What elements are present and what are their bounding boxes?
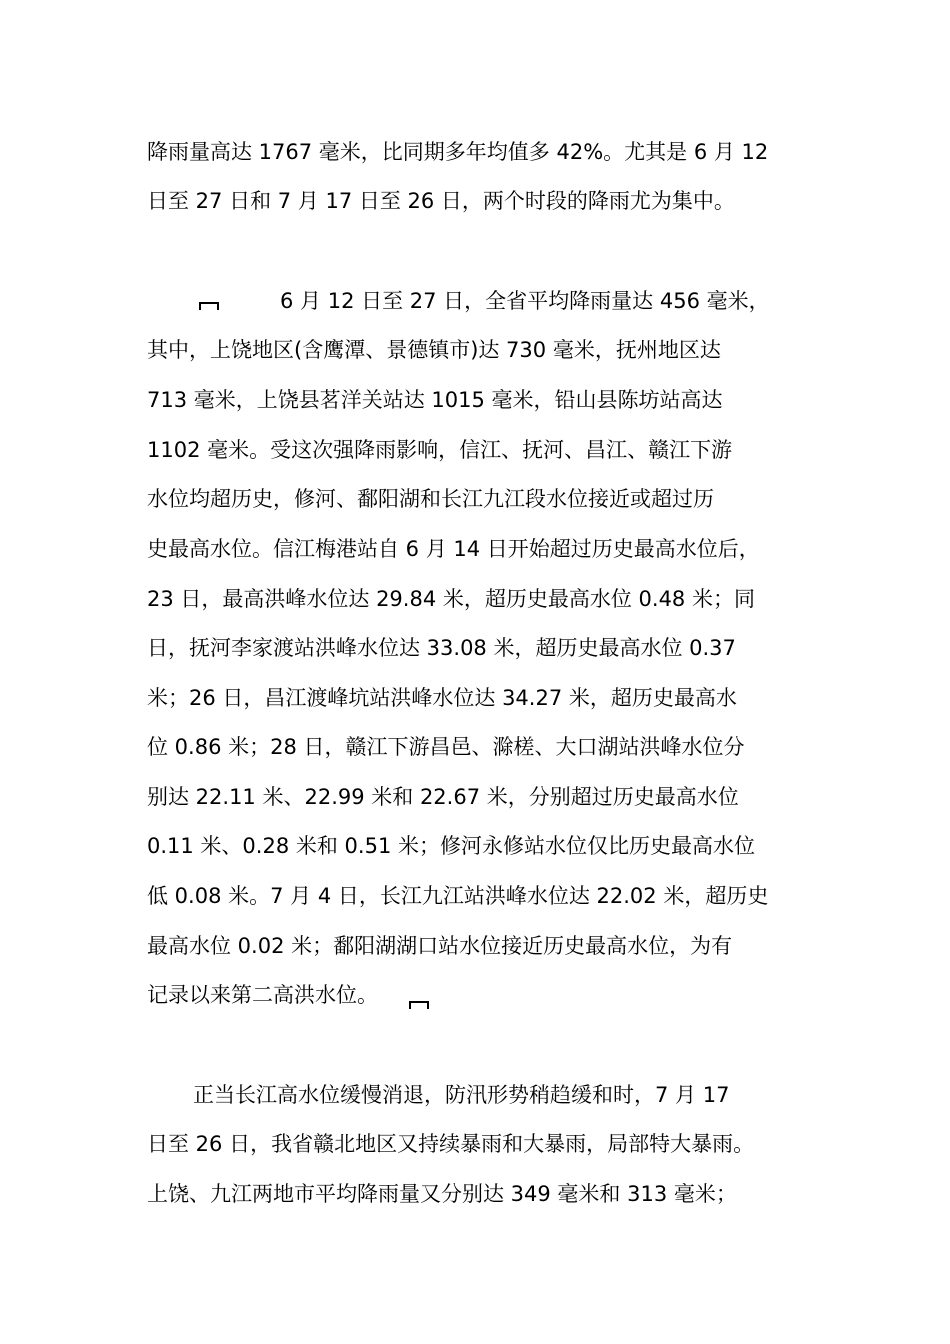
paragraph-line: 史最高水位。信江梅港站自 6 月 14 日开始超过历史最高水位后， — [147, 537, 760, 561]
paragraph-line: 米；26 日，昌江渡峰坑站洪峰水位达 34.27 米，超历史最高水 — [147, 686, 737, 710]
paragraph-line: 水位均超历史，修河、鄱阳湖和长江九江段水位接近或超过历 — [147, 487, 714, 511]
paragraph-line: 记录以来第二高洪水位。 — [147, 983, 378, 1007]
paragraph-line: 0.11 米、0.28 米和 0.51 米；修河永修站水位仅比历史最高水位 — [147, 834, 755, 858]
paragraph-line: 1102 毫米。受这次强降雨影响，信江、抚河、昌江、赣江下游 — [147, 438, 733, 462]
paragraph-line: 降雨量高达 1767 毫米，比同期多年均值多 42%。尤其是 6 月 12 — [147, 140, 769, 164]
paragraph-line: 23 日，最高洪峰水位达 29.84 米，超历史最高水位 0.48 米；同 — [147, 587, 755, 611]
paragraph-line: 上饶、九江两地市平均降雨量又分别达 349 毫米和 313 毫米； — [147, 1182, 737, 1206]
paragraph-line: 日至 26 日，我省赣北地区又持续暴雨和大暴雨，局部特大暴雨。 — [147, 1132, 755, 1156]
paragraph-line: 别达 22.11 米、22.99 米和 22.67 米，分别超过历史最高水位 — [147, 785, 739, 809]
paragraph-line: 正当长江高水位缓慢消退，防汛形势稍趋缓和时，7 月 17 — [193, 1083, 730, 1107]
paragraph-line: 日至 27 日和 7 月 17 日至 26 日，两个时段的降雨尤为集中。 — [147, 189, 735, 213]
paragraph-line: 低 0.08 米。7 月 4 日，长江九江站洪峰水位达 22.02 米，超历史 — [147, 884, 769, 908]
paragraph-line: 713 毫米，上饶县茗洋关站达 1015 毫米，铅山县陈坊站高达 — [147, 388, 723, 412]
bracket-mark-icon — [199, 302, 219, 310]
bracket-mark-icon — [409, 1001, 429, 1009]
paragraph-line: 其中，上饶地区(含鹰潭、景德镇市)达 730 毫米，抚州地区达 — [147, 338, 721, 362]
paragraph-line: 最高水位 0.02 米；鄱阳湖湖口站水位接近历史最高水位，为有 — [147, 934, 733, 958]
paragraph-line: 位 0.86 米；28 日，赣江下游昌邑、滁槎、大口湖站洪峰水位分 — [147, 735, 745, 759]
paragraph-line: 日，抚河李家渡站洪峰水位达 33.08 米，超历史最高水位 0.37 — [147, 636, 736, 660]
paragraph-line: 6 月 12 日至 27 日，全省平均降雨量达 456 毫米， — [280, 289, 770, 313]
